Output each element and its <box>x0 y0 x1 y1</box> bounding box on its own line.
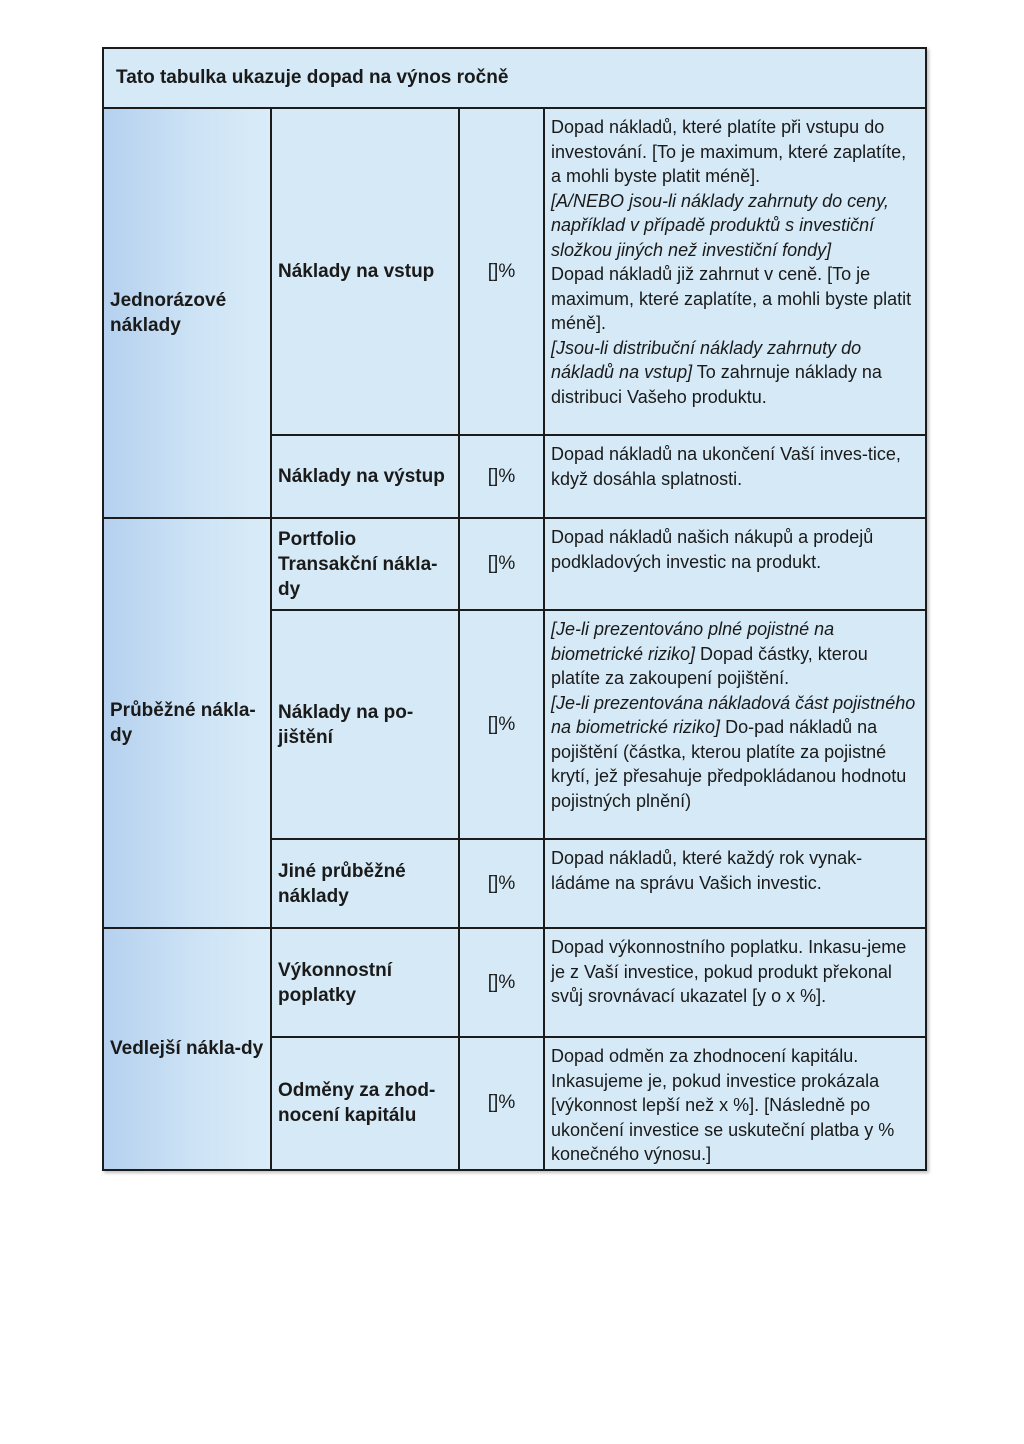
cost-impact-table <box>102 47 927 1171</box>
category-incidental: Vedlejší nákla-dy <box>103 928 271 1170</box>
row-description <box>544 1037 926 1170</box>
row-description <box>544 839 926 928</box>
table-title: Tato tabulka ukazuje dopad na výnos ročně <box>103 48 926 108</box>
row-value: []% <box>459 108 544 435</box>
row-description <box>544 518 926 610</box>
desc-text: Dopad odměn za zhodnocení kapitálu. Inkasujeme je, pokud investice prokázala [výkonnost lepší než x %]. [Následně po ukončení investice se uskuteční platba y % konečného výnosu.] <box>551 1046 895 1164</box>
desc-text: Dopad nákladů, které každý rok vynak-ládáme na správu Vašich investic. <box>551 848 863 893</box>
table-row <box>103 518 926 610</box>
desc-text: Dopad nákladů, které platíte při vstupu do investování. [To je maximum, které zaplatíte, a mohli byste platit méně]. <box>551 117 907 186</box>
row-description <box>544 108 926 435</box>
row-value: []% <box>459 1037 544 1170</box>
category-ongoing: Průběžné nákla-dy <box>103 518 271 928</box>
row-value: []% <box>459 610 544 839</box>
desc-text-italic: [Je-li prezentována nákladová část pojistného na biometrické riziko] <box>551 692 916 737</box>
row-label: Portfolio Transakční nákla-dy <box>271 518 459 610</box>
desc-text-italic: [A/NEBO jsou-li náklady zahrnuty do ceny, například v případě produktů s investiční složkou jiných než investiční fondy] <box>551 190 889 260</box>
row-value: []% <box>459 518 544 610</box>
row-label: Odměny za zhod-nocení kapitálu <box>271 1037 459 1170</box>
row-description <box>544 435 926 518</box>
desc-text: Dopad částky, kterou platíte za zakoupení pojištění. <box>551 643 868 688</box>
row-label: Jiné průběžné náklady <box>271 839 459 928</box>
row-value: []% <box>459 839 544 928</box>
row-value: []% <box>459 435 544 518</box>
row-value: []% <box>459 928 544 1037</box>
desc-text-italic: [Je-li prezentováno plné pojistné na biometrické riziko] <box>551 619 835 664</box>
table-row <box>103 108 926 435</box>
desc-text: To zahrnuje náklady na distribuci Vašeho produktu. <box>551 362 882 407</box>
table-row <box>103 928 926 1037</box>
row-label: Výkonnostní poplatky <box>271 928 459 1037</box>
row-description <box>544 928 926 1037</box>
row-description <box>544 610 926 839</box>
row-label: Náklady na vstup <box>271 108 459 435</box>
row-label: Náklady na po-jištění <box>271 610 459 839</box>
table-title-row <box>103 48 926 108</box>
desc-text: Dopad výkonnostního poplatku. Inkasu-jeme je z Vaší investice, pokud produkt překonal svůj srovnávací ukazatel [y o x %]. <box>551 937 907 1006</box>
desc-text-italic: [Jsou-li distribuční náklady zahrnuty do nákladů na vstup] <box>551 337 862 382</box>
desc-text: Dopad nákladů na ukončení Vaší inves-tice, když dosáhla splatnosti. <box>551 444 901 489</box>
category-one-off: Jednorázové náklady <box>103 108 271 518</box>
row-label: Náklady na výstup <box>271 435 459 518</box>
desc-text: Dopad nákladů již zahrnut v ceně. [To je maximum, které zaplatíte, a mohli byste platit méně]. <box>551 264 912 333</box>
desc-text: Do-pad nákladů na pojištění (částka, kterou platíte za pojistné krytí, jež přesahuje předpokládanou hodnotu pojistných plnění) <box>551 717 907 811</box>
desc-text: Dopad nákladů našich nákupů a prodejů podkladových investic na produkt. <box>551 527 874 572</box>
